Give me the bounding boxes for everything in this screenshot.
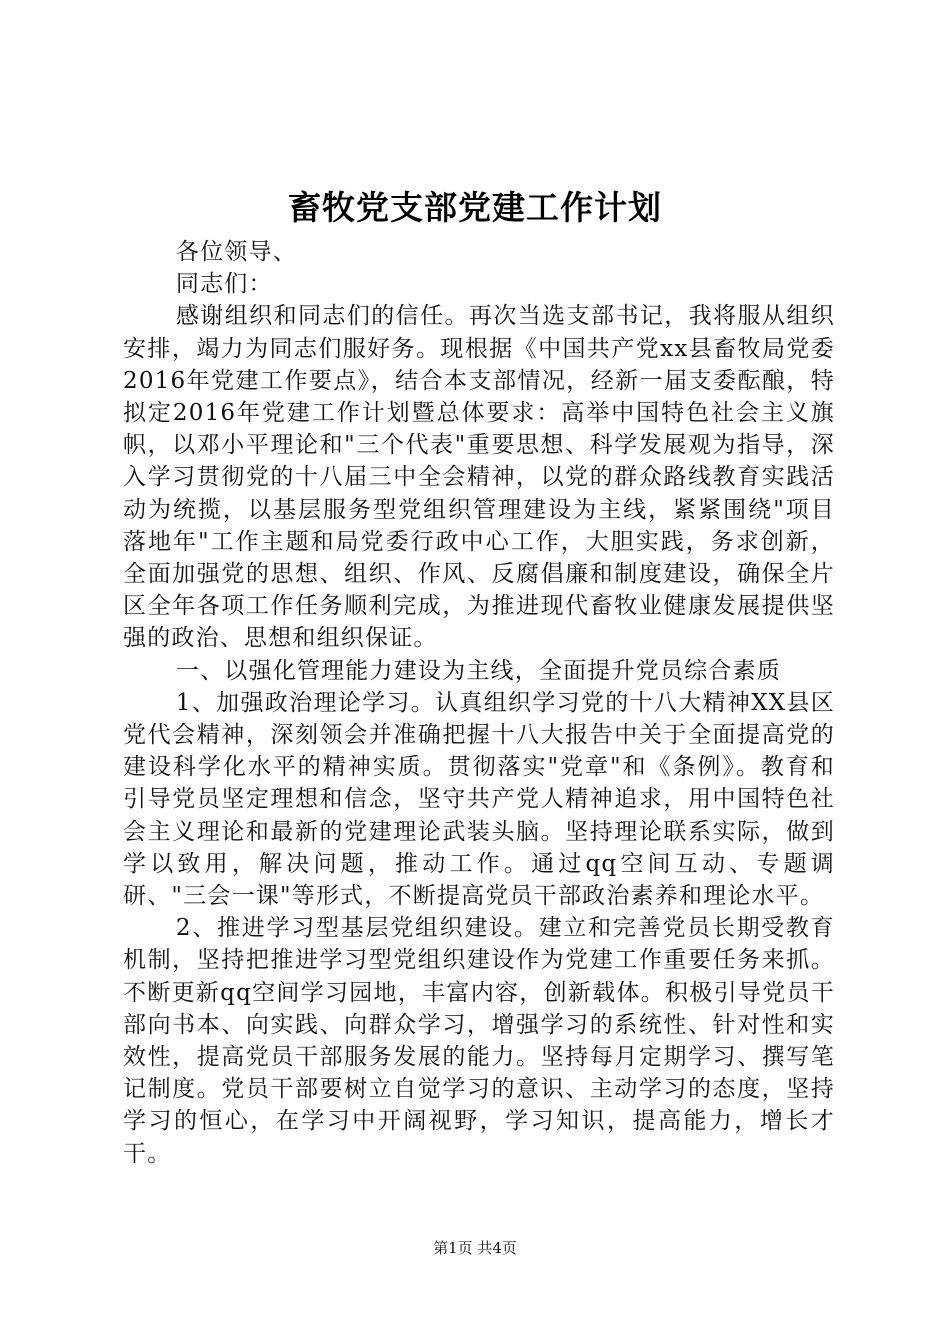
document-body [123, 236, 835, 1170]
intro-paragraph: 感谢组织和同志们的信任。再次当选支部书记，我将服从组织安排，竭力为同志们服好务。现根据《中国共产党xx县畜牧局党委2016年党建工作要点》，结合本支部情况，经新一届支委酝酿，特拟定2016年党建工作计划暨总体要求：高举中国特色社会主义旗帜，以邓小平理论和"三个代表"重要思想、科学发展观为指导，深入学习贯彻党的十八届三中全会精神，以党的群众路线教育实践活动为统揽，以基层服务型党组织管理建设为主线，紧紧围绕"项目落地年"工作主题和局党委行政中心工作，大胆实践，务求创新，全面加强党的思想、组织、作风、反腐倡廉和制度建设，确保全片区全年各项工作任务顺利完成，为推进现代畜牧业健康发展提供坚强的政治、思想和组织保证。 [123, 303, 835, 652]
salutation-line-1: 各位领导、 [175, 239, 297, 265]
body-paragraph-1: 1、加强政治理论学习。认真组织学习党的十八大精神XX县区党代会精神，深刻领会并准确把握十八大报告中关于全面提高党的建设科学化水平的精神实质。贯彻落实"党章"和《条例》。教育和引导党员坚定理想和信念，坚守共产党人精神追求，用中国特色社会主义理论和最新的党建理论武装头脑。坚持理论联系实际，做到学以致用，解决问题，推动工作。通过qq空间互动、专题调研、"三会一课"等形式，不断提高党员干部政治素养和理论水平。 [123, 689, 835, 910]
page-footer: 第1页 共4页 [433, 1239, 517, 1257]
body-paragraph-2: 2、推进学习型基层党组织建设。建立和完善党员长期受教育机制，坚持把推进学习型党组织建设作为党建工作重要任务来抓。不断更新qq空间学习园地，丰富内容，创新载体。积极引导党员干部向书本、向实践、向群众学习，增强学习的系统性、针对性和实效性，提高党员干部服务发展的能力。坚持每月定期学习、撰写笔记制度。党员干部要树立自觉学习的意识、主动学习的态度，坚持学习的恒心，在学习中开阔视野，学习知识，提高能力，增长才干。 [123, 915, 835, 1167]
document-title: 畜牧党支部党建工作计划 [288, 188, 662, 227]
salutation-line-2: 同志们： [175, 271, 273, 298]
section-heading-1: 一、以强化管理能力建设为主线，全面提升党员综合素质 [175, 657, 781, 684]
